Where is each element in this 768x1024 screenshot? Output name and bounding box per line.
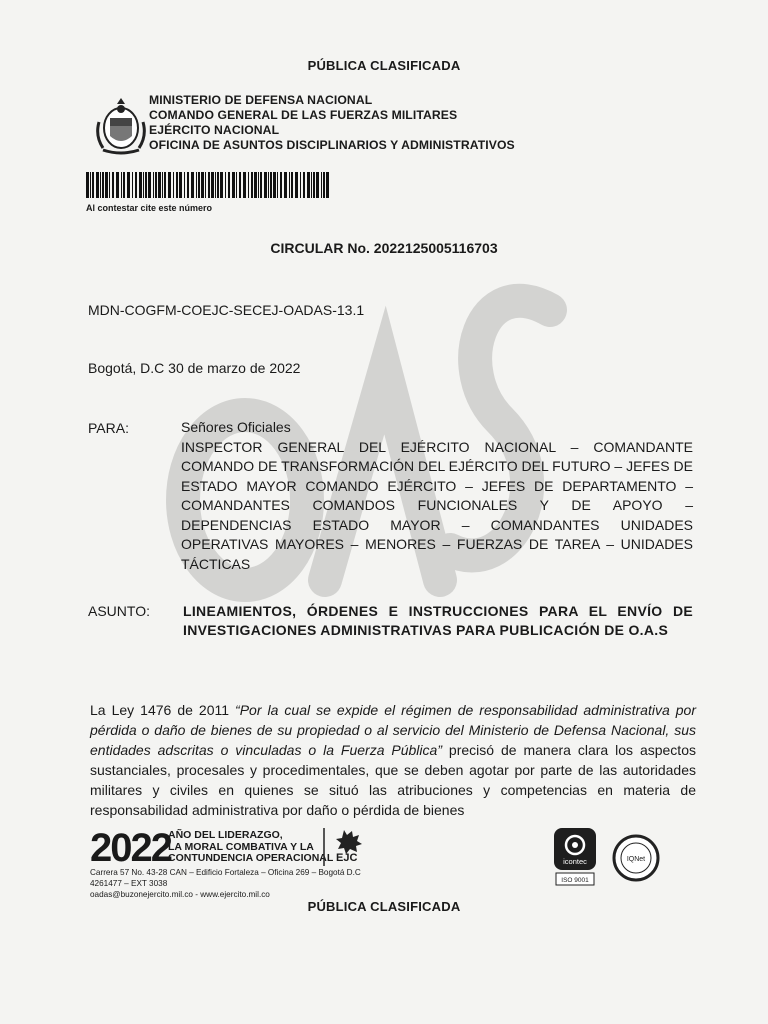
barcode-bar [225, 172, 226, 198]
barcode-bar [90, 172, 91, 198]
barcode-bar [158, 172, 161, 198]
barcode-bar [307, 172, 310, 198]
barcode-bar [187, 172, 189, 198]
barcode-bar [191, 172, 194, 198]
barcode-bar [284, 172, 287, 198]
year-logo: 2022 [90, 826, 171, 870]
barcode-bar [102, 172, 104, 198]
reference-code: MDN-COGFM-COEJC-SECEJ-OADAS-13.1 [88, 302, 365, 318]
barcode-bar [215, 172, 216, 198]
barcode-bar [280, 172, 282, 198]
barcode-bar [173, 172, 174, 198]
barcode-bar [196, 172, 197, 198]
barcode-bar [254, 172, 257, 198]
contact-address [90, 867, 361, 900]
barcode-bar [139, 172, 142, 198]
barcode-bar [208, 172, 210, 198]
barcode [86, 172, 332, 198]
header-line-ministry: MINISTERIO DE DEFENSA NACIONAL [149, 93, 373, 107]
asunto-label: ASUNTO: [88, 603, 150, 619]
barcode-bar [243, 172, 246, 198]
body-rest: precisó de manera clara los aspectos sustanciales, procesales y procedimentales, que se deben agotar por parte de las autoridades militares y civiles en quienes se situó las atribuciones y competencias en materia de responsabilidad administrativa por daño o pérdida de bienes [90, 742, 696, 818]
icontec-label: icontec [563, 857, 587, 866]
barcode-bar [260, 172, 262, 198]
iso-label: ISO 9001 [561, 877, 589, 884]
barcode-bar [326, 172, 329, 198]
barcode-bar [179, 172, 182, 198]
barcode-bar [217, 172, 219, 198]
salutation: Señores Oficiales [181, 419, 291, 435]
barcode-bar [220, 172, 223, 198]
body-quote: “Por la cual se expide el régimen de responsabilidad administrativa por pérdida o daño de bienes de su propiedad o al servicio del Ministerio de Defensa Nacional, sus entidades adscritas o vinculadas o la Fuerza Pública” [90, 702, 696, 758]
barcode-bar [303, 172, 305, 198]
body-paragraph [90, 700, 696, 820]
barcode-bar [155, 172, 157, 198]
barcode-bar [251, 172, 253, 198]
header-line-command: COMANDO GENERAL DE LAS FUERZAS MILITARES [149, 108, 458, 122]
barcode-bar [270, 172, 272, 198]
barcode-note: Al contestar cite este número [86, 203, 213, 213]
iqnet-seal-icon [612, 834, 660, 882]
barcode-bar [127, 172, 130, 198]
barcode-bar [311, 172, 312, 198]
barcode-bar [316, 172, 319, 198]
barcode-bar [105, 172, 108, 198]
barcode-bar [112, 172, 114, 198]
barcode-bar [135, 172, 137, 198]
phone-line: 4261477 – EXT 3038 [90, 879, 168, 888]
barcode-bar [268, 172, 269, 198]
header-line-army: EJÉRCITO NACIONAL [149, 123, 280, 137]
para-label: PARA: [88, 420, 129, 436]
barcode-bar [211, 172, 214, 198]
barcode-bar [273, 172, 276, 198]
barcode-bar [116, 172, 119, 198]
barcode-bar [321, 172, 322, 198]
barcode-bar [239, 172, 241, 198]
barcode-bar [295, 172, 298, 198]
barcode-bar [162, 172, 163, 198]
barcode-bar [258, 172, 259, 198]
barcode-bar [313, 172, 315, 198]
barcode-bar [92, 172, 94, 198]
barcode-bar [228, 172, 230, 198]
barcode-bar [121, 172, 122, 198]
barcode-bar [100, 172, 101, 198]
year-slogan [168, 830, 333, 865]
barcode-bar [198, 172, 200, 198]
barcode-bar [123, 172, 125, 198]
barcode-bar [184, 172, 185, 198]
body-lead: La Ley 1476 de 2011 [90, 702, 236, 718]
circular-number: CIRCULAR No. 2022125005116703 [270, 240, 498, 256]
barcode-bar [323, 172, 325, 198]
slogan-line: LA MORAL COMBATIVA Y LA [168, 840, 314, 853]
subject-text: LINEAMIENTOS, ÓRDENES E INSTRUCCIONES PARA EL ENVÍO DE INVESTIGACIONES ADMINISTRATIVAS PARA PUBLICACIÓN DE O.A.S [183, 603, 693, 638]
classification-bottom: PÚBLICA CLASIFICADA [307, 899, 461, 914]
barcode-bar [201, 172, 204, 198]
issuing-entity [149, 93, 515, 153]
slogan-line: AÑO DEL LIDERAZGO, [168, 829, 283, 841]
barcode-bar [96, 172, 99, 198]
barcode-bar [168, 172, 171, 198]
barcode-bar [291, 172, 293, 198]
barcode-bar [300, 172, 301, 198]
barcode-bar [264, 172, 267, 198]
barcode-bar [289, 172, 290, 198]
recipients-list: INSPECTOR GENERAL DEL EJÉRCITO NACIONAL – COMANDANTE COMANDO DE TRANSFORMACIÓN DEL EJÉRCITO DEL FUTURO – JEFES DE ESTADO MAYOR COMANDO EJÉRCITO – JEFES DE DEPARTAMENTO – COMANDANTES COMANDOS FUNCIONALES Y DE APOYO – DEPENDENCIAS ESTADO MAYOR – COMANDANTES UNIDADES OPERATIVAS MAYORES – MENORES – FUERZAS DE TAREA – UNIDADES TÁCTICAS [181, 438, 693, 572]
email-web-line: oadas@buzonejercito.mil.co - www.ejercito.mil.co [90, 890, 270, 899]
barcode-bar [176, 172, 178, 198]
coat-of-arms-icon [95, 96, 147, 156]
recipients-block [181, 418, 693, 574]
icontec-seal-icon [552, 826, 598, 896]
barcode-bar [232, 172, 235, 198]
barcode-bar [236, 172, 237, 198]
iqnet-label: IQNet [626, 856, 646, 863]
slogan-line: CONTUNDENCIA OPERACIONAL [168, 852, 334, 864]
barcode-bar [205, 172, 206, 198]
barcode-bar [132, 172, 133, 198]
address-line: Carrera 57 No. 43-28 CAN – Edificio Fortaleza – Oficina 269 – Bogotá D.C [90, 868, 361, 877]
barcode-bar [248, 172, 249, 198]
barcode-bar [145, 172, 147, 198]
barcode-bar [153, 172, 154, 198]
barcode-bar [143, 172, 144, 198]
barcode-bar [277, 172, 278, 198]
barcode-bar [164, 172, 166, 198]
barcode-bar [148, 172, 151, 198]
document-date: Bogotá, D.C 30 de marzo de 2022 [88, 360, 301, 376]
classification-top: PÚBLICA CLASIFICADA [307, 58, 461, 73]
barcode-bar [109, 172, 110, 198]
header-line-office: OFICINA DE ASUNTOS DISCIPLINARIOS Y ADMINISTRATIVOS [149, 138, 515, 152]
ejc-label: EJC [336, 852, 358, 864]
barcode-bar [86, 172, 89, 198]
